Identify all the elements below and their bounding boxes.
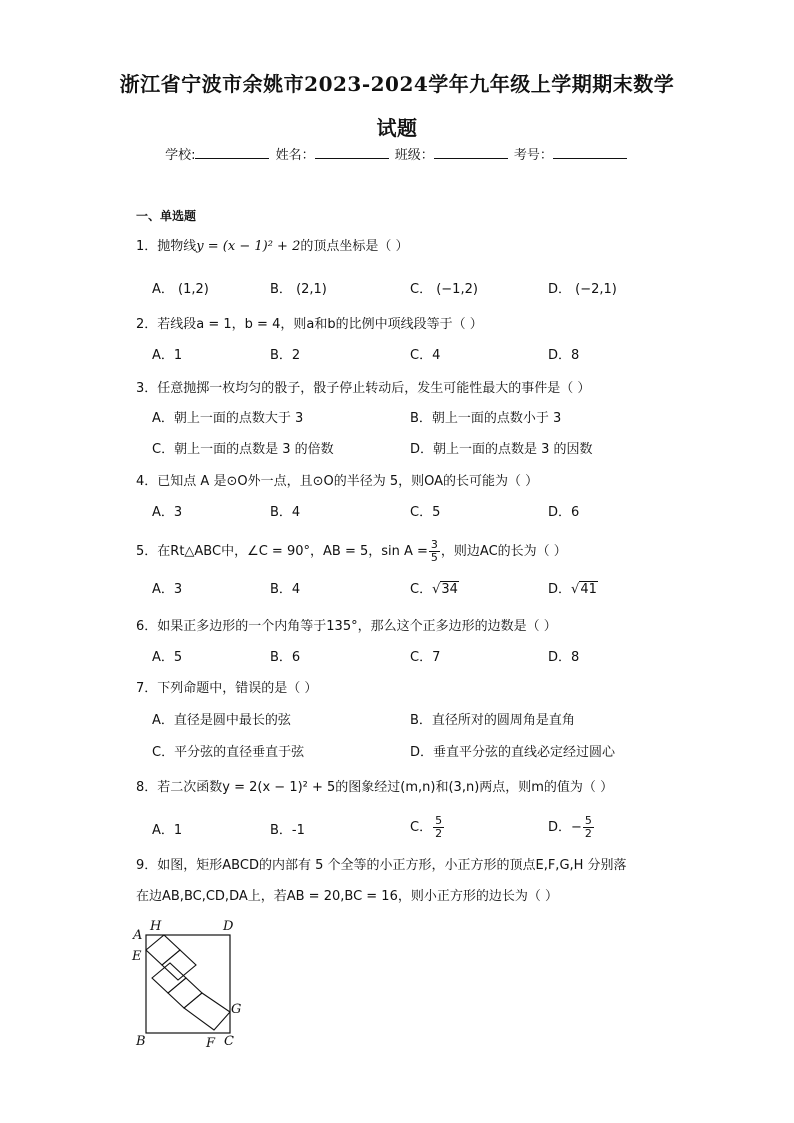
q5-option-a[interactable]: A．3 [152, 582, 183, 597]
name-blank[interactable] [315, 146, 389, 159]
question-text: 在Rt△ABC中，∠C = 90°，AB = 5，sin A = [157, 544, 428, 559]
question-1 [136, 238, 408, 256]
question-number: 9． [136, 858, 158, 873]
q1-option-a[interactable]: A． (1,2) [152, 282, 209, 297]
question-text: 下列命题中，错误的是（ ） [157, 681, 318, 696]
school-blank[interactable] [195, 146, 269, 159]
question-text: 的顶点坐标是（ ） [300, 239, 409, 254]
question-text: 若二次函数y = 2(x − 1)² + 5的图象经过(m,n)和(3,n)两点，则m的值为（ ） [157, 780, 614, 795]
q2-option-c[interactable]: C．4 [410, 348, 441, 363]
title-line-2: 试题 [376, 116, 418, 140]
question-number: 6． [136, 619, 158, 634]
question-3 [136, 380, 590, 398]
q4-option-b[interactable]: B．4 [270, 505, 301, 520]
question-9-line-2: 在边AB,BC,CD,DA上，若AB = 20,BC = 16，则小正方形的边长为（ ） [136, 889, 558, 904]
q5-option-b[interactable]: B．4 [270, 582, 301, 597]
question-number: 4． [136, 474, 158, 489]
question-2 [136, 316, 483, 334]
label-e: E [132, 949, 142, 964]
question-text: 已知点 A 是⊙O外一点，且⊙O的半径为 5，则OA的长可能为（ ） [157, 474, 539, 489]
question-text: ，则边AC的长为（ ） [440, 544, 567, 559]
question-text: 若线段a = 1，b = 4，则a和b的比例中项线段等于（ ） [157, 317, 483, 332]
q8-option-c[interactable]: C． $\frac{5}{2}$ [410, 814, 443, 840]
q4-option-c[interactable]: C．5 [410, 505, 441, 520]
exam-number-blank[interactable] [553, 146, 627, 159]
class-label: 班级： [394, 148, 434, 163]
question-text: 抛物线 [157, 239, 197, 254]
question-5 [136, 539, 567, 564]
q7-option-a[interactable]: A．直径是圆中最长的弦 [152, 713, 291, 728]
label-a: A [133, 928, 143, 943]
q2-option-b[interactable]: B．2 [270, 348, 301, 363]
question-number: 1． [136, 239, 158, 254]
q7-option-c[interactable]: C．平分弦的直径垂直于弦 [152, 745, 305, 760]
section-heading: 一、单选题 [136, 209, 197, 223]
q1-option-c[interactable]: C． (−1,2) [410, 282, 478, 297]
q3-option-c[interactable]: C．朝上一面的点数是 3 的倍数 [152, 442, 334, 457]
rectangle-squares-figure [130, 915, 260, 1050]
q8-option-d[interactable]: D．− $\frac{5}{2}$ [548, 814, 592, 840]
q5-option-d[interactable]: D．√41 [548, 582, 597, 597]
q6-option-b[interactable]: B．6 [270, 650, 301, 665]
small-square-4 [168, 978, 202, 1008]
q8-option-a[interactable]: A．1 [152, 823, 183, 838]
question-9 [136, 857, 627, 875]
question-number: 2． [136, 317, 158, 332]
q7-option-d[interactable]: D．垂直平分弦的直线必定经过圆心 [410, 745, 616, 760]
question-number: 8． [136, 780, 158, 795]
small-squares [146, 935, 230, 1030]
formula: y = (x − 1)² + 2 [196, 239, 301, 254]
question-8 [136, 779, 613, 797]
small-square-1 [146, 935, 180, 965]
name-label: 姓名： [275, 148, 315, 163]
question-6 [136, 618, 557, 636]
q3-option-a[interactable]: A．朝上一面的点数大于 3 [152, 411, 304, 426]
q3-option-d[interactable]: D．朝上一面的点数是 3 的因数 [410, 442, 593, 457]
label-h: H [150, 919, 162, 934]
label-d: D [223, 919, 234, 934]
q6-option-a[interactable]: A．5 [152, 650, 183, 665]
question-7 [136, 680, 317, 698]
question-number: 3． [136, 381, 158, 396]
label-g: G [231, 1002, 242, 1017]
exam-number-label: 考号： [513, 148, 553, 163]
fraction: $\frac{3}{5}$ [430, 538, 438, 564]
q4-option-a[interactable]: A．3 [152, 505, 183, 520]
q2-option-a[interactable]: A．1 [152, 348, 183, 363]
q1-option-d[interactable]: D． (−2,1) [548, 282, 617, 297]
label-c: C [224, 1034, 234, 1049]
q4-option-d[interactable]: D．6 [548, 505, 580, 520]
student-info-row [0, 144, 794, 163]
q6-option-d[interactable]: D．8 [548, 650, 580, 665]
q3-option-b[interactable]: B．朝上一面的点数小于 3 [410, 411, 562, 426]
label-f: F [206, 1036, 216, 1050]
q7-option-b[interactable]: B．直径所对的圆周角是直角 [410, 713, 575, 728]
class-blank[interactable] [434, 146, 508, 159]
q1-option-b[interactable]: B． (2,1) [270, 282, 327, 297]
q8-option-b[interactable]: B．-1 [270, 823, 305, 838]
question-text: 任意抛掷一枚均匀的骰子，骰子停止转动后，发生可能性最大的事件是（ ） [157, 381, 591, 396]
school-label: 学校: [165, 148, 196, 163]
title-line-1: 浙江省宁波市余姚市2023-2024学年九年级上学期期末数学 [119, 72, 675, 96]
q5-option-c[interactable]: C．√34 [410, 582, 458, 597]
q6-option-c[interactable]: C．7 [410, 650, 441, 665]
small-square-5 [184, 993, 230, 1030]
question-text: 如果正多边形的一个内角等于135°，那么这个正多边形的边数是（ ） [157, 619, 557, 634]
question-text: 如图，矩形ABCD的内部有 5 个全等的小正方形，小正方形的顶点E,F,G,H 分别落 [157, 858, 627, 873]
q2-option-d[interactable]: D．8 [548, 348, 580, 363]
label-b: B [136, 1034, 146, 1049]
question-number: 7． [136, 681, 158, 696]
question-4 [136, 473, 538, 491]
question-number: 5． [136, 544, 158, 559]
